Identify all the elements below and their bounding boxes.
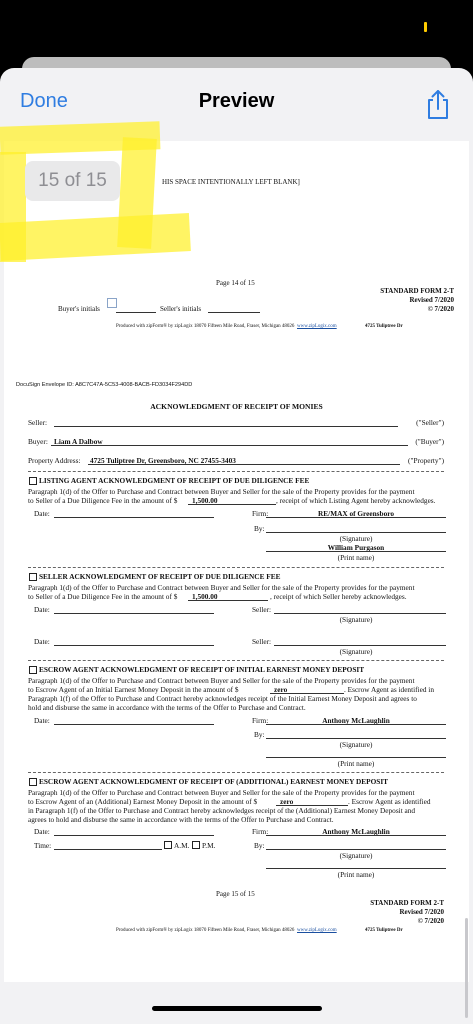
escrow-initial-firm-value: Anthony McLaughlin [322, 716, 390, 725]
form-name: STANDARD FORM 2-T [380, 287, 454, 295]
buyer-label: Buyer: [28, 437, 48, 446]
property-tag: ("Property") [408, 456, 444, 465]
property-label: Property Address: [28, 456, 81, 465]
form-copyright: © 7/2020 [427, 305, 454, 313]
escrow-initial-date-label: Date: [34, 716, 50, 725]
escrow-initial-amount: zero [274, 685, 288, 694]
listing-print-line [266, 551, 446, 552]
section-divider [28, 772, 444, 773]
done-button[interactable]: Done [20, 90, 68, 112]
section-divider [28, 660, 444, 661]
escrow-additional-heading: ESCROW AGENT ACKNOWLEDGMENT OF RECEIPT OF (ADDITIONAL) EARNEST MONEY DEPOSIT [39, 777, 389, 786]
buyer-value: Liam A Dalbow [54, 437, 103, 446]
escrow-additional-firm-line [266, 835, 446, 836]
escrow-additional-paragraph-4: agrees to hold and disburse the same in accordance with the terms of the Offer to Purchase and Contract. [28, 815, 334, 824]
listing-agent-paragraph-1: Paragraph 1(d) of the Offer to Purchase and Contract between Buyer and Seller for the sale of the Property provides for the payment [28, 487, 415, 496]
listing-signature-caption: (Signature) [339, 534, 373, 543]
escrow-initial-checkbox[interactable] [29, 666, 37, 674]
seller-dd-seller-label: Seller: [252, 605, 272, 614]
listing-date-line[interactable] [54, 517, 214, 518]
am-checkbox[interactable] [164, 841, 172, 849]
escrow-initial-heading: ESCROW AGENT ACKNOWLEDGMENT OF RECEIPT OF INITIAL EARNEST MONEY DEPOSIT [39, 665, 365, 674]
ziplogix-link[interactable]: www.zipLogix.com [297, 928, 337, 933]
amount-line [188, 600, 268, 601]
escrow-initial-paragraph-3: Paragraph 1(f) of the Offer to Purchase and Contract hereby acknowledges receipt of the Initial Earnest Money Deposit and agrees to [28, 694, 417, 703]
property-short: 4725 Tuliptree Dr [365, 324, 403, 329]
escrow-additional-date-line[interactable] [54, 835, 214, 836]
nav-title: Preview [198, 90, 275, 112]
page-number: Page 14 of 15 [216, 279, 255, 287]
listing-firm-value: RE/MAX of Greensboro [318, 509, 394, 518]
escrow-initial-date-line[interactable] [54, 724, 214, 725]
listing-agent-heading: LISTING AGENT ACKNOWLEDGMENT OF RECEIPT OF DUE DILIGENCE FEE [39, 476, 310, 485]
seller-dd-signature-line[interactable] [274, 613, 446, 614]
seller-label: Seller: [28, 418, 48, 427]
form-revised: Revised 7/2020 [399, 908, 444, 916]
seller-dd-signature-caption: (Signature) [339, 615, 373, 624]
pm-checkbox[interactable] [192, 841, 200, 849]
highlight-stroke [0, 152, 26, 262]
preview-sheet [0, 68, 473, 1024]
escrow-initial-paragraph-4: hold and disburse the same in accordance with the terms of the Offer to Purchase and Contract. [28, 703, 306, 712]
produced-by: Produced with zipForm® by zipLogix 18070 Fifteen Mile Road, Fraser, Michigan 48026 [116, 324, 295, 329]
seller-dd-checkbox[interactable] [29, 573, 37, 581]
listing-print-value: William Purgason [327, 543, 385, 552]
document-page-15 [4, 374, 469, 982]
buyer-tag: ("Buyer") [415, 437, 444, 446]
seller-dd-signature-caption-2: (Signature) [339, 647, 373, 656]
listing-firm-label: Firm: [252, 509, 269, 518]
escrow-initial-firm-line [266, 724, 446, 725]
seller-dd-paragraph-1: Paragraph 1(d) of the Offer to Purchase and Contract between Buyer and Seller for the sale of the Property provides for the payment [28, 583, 415, 592]
escrow-initial-print-line[interactable] [266, 757, 446, 758]
escrow-additional-date-label: Date: [34, 827, 50, 836]
seller-dd-paragraph-2b: , receipt of which Seller hereby acknowledges. [270, 592, 407, 601]
seller-dd-heading: SELLER ACKNOWLEDGMENT OF RECEIPT OF DUE DILIGENCE FEE [39, 572, 281, 581]
escrow-initial-paragraph-2a: to Escrow Agent of an Initial Earnest Money Deposit in the amount of $ [28, 685, 239, 694]
page-counter-badge: 15 of 15 [25, 161, 120, 201]
listing-agent-paragraph-2a: to Seller of a Due Diligence Fee in the amount of $ [28, 496, 178, 505]
seller-dd-paragraph-2a: to Seller of a Due Diligence Fee in the amount of $ [28, 592, 178, 601]
pm-label: P.M. [202, 841, 216, 850]
escrow-additional-firm-value: Anthony McLaughlin [322, 827, 390, 836]
share-icon[interactable] [424, 88, 452, 120]
blank-space-note: HIS SPACE INTENTIONALLY LEFT BLANK] [162, 178, 300, 186]
section-divider [28, 567, 444, 568]
form-copyright: © 7/2020 [417, 917, 444, 925]
am-label: A.M. [174, 841, 190, 850]
buyers-initials-label: Buyer's initials [58, 305, 100, 313]
escrow-additional-paragraph-1: Paragraph 1(d) of the Offer to Purchase and Contract between Buyer and Seller for the sale of the Property provides for the payment [28, 788, 415, 797]
sellers-initials-line [208, 312, 260, 313]
listing-by-label: By: [254, 524, 265, 533]
status-bar [0, 0, 473, 55]
seller-dd-date-line-2[interactable] [54, 645, 214, 646]
home-indicator[interactable] [152, 1006, 322, 1011]
listing-signature-line[interactable] [266, 532, 446, 533]
listing-agent-paragraph-2b: , receipt of which Listing Agent hereby acknowledges. [276, 496, 436, 505]
escrow-additional-paragraph-2a: to Escrow Agent of an (Additional) Earnest Money Deposit in the amount of $ [28, 797, 258, 806]
escrow-additional-firm-label: Firm: [252, 827, 269, 836]
escrow-additional-time-label: Time: [34, 841, 52, 850]
escrow-initial-signature-caption: (Signature) [339, 740, 373, 749]
seller-dd-signature-line-2[interactable] [274, 645, 446, 646]
escrow-additional-paragraph-3: in Paragraph 1(f) of the Offer to Purchase and Contract hereby acknowledges receipt of the (Additional) Earnest Money Deposit and [28, 806, 416, 815]
escrow-initial-paragraph-1: Paragraph 1(d) of the Offer to Purchase and Contract between Buyer and Seller for the sale of the Property provides for the payment [28, 676, 415, 685]
listing-agent-checkbox[interactable] [29, 477, 37, 485]
escrow-additional-signature-caption: (Signature) [339, 851, 373, 860]
buyer-line [51, 445, 408, 446]
listing-firm-line [266, 517, 446, 518]
property-short: 4725 Tuliptree Dr [365, 928, 403, 933]
seller-tag: ("Seller") [416, 418, 444, 427]
escrow-additional-print-line[interactable] [266, 868, 446, 869]
form-revised: Revised 7/2020 [409, 296, 454, 304]
escrow-initial-by-label: By: [254, 730, 265, 739]
seller-dd-date-line[interactable] [54, 613, 214, 614]
initials-stamp-icon [107, 298, 117, 308]
form-name: STANDARD FORM 2-T [370, 899, 444, 907]
escrow-initial-paragraph-2b: . Escrow Agent as identified in [344, 685, 434, 694]
escrow-additional-time-line[interactable] [54, 849, 162, 850]
amount-line [188, 504, 276, 505]
listing-print-caption: (Print name) [337, 553, 375, 562]
escrow-additional-by-label: By: [254, 841, 265, 850]
escrow-initial-print-caption: (Print name) [337, 759, 375, 768]
escrow-initial-firm-label: Firm: [252, 716, 269, 725]
property-value: 4725 Tuliptree Dr, Greensboro, NC 27455-3403 [90, 456, 236, 465]
section-divider [28, 471, 444, 472]
escrow-additional-amount: zero [280, 797, 294, 806]
page-number: Page 15 of 15 [216, 890, 255, 898]
listing-date-label: Date: [34, 509, 50, 518]
scroll-indicator[interactable] [465, 918, 468, 1018]
document-title: ACKNOWLEDGMENT OF RECEIPT OF MONIES [150, 402, 323, 411]
escrow-additional-checkbox[interactable] [29, 778, 37, 786]
property-line [88, 464, 400, 465]
sellers-initials-label: Seller's initials [160, 305, 202, 313]
escrow-initial-signature-line[interactable] [266, 738, 446, 739]
seller-dd-seller-label-2: Seller: [252, 637, 272, 646]
ziplogix-link[interactable]: www.zipLogix.com [297, 324, 337, 329]
escrow-additional-print-caption: (Print name) [337, 870, 375, 879]
escrow-additional-signature-line[interactable] [266, 849, 446, 850]
seller-dd-date-label: Date: [34, 605, 50, 614]
seller-dd-amount: 1,500.00 [192, 592, 218, 601]
listing-agent-amount: 1,500.00 [192, 496, 218, 505]
escrow-additional-paragraph-2b: . Escrow Agent as identified [348, 797, 431, 806]
buyers-initials-line [116, 312, 156, 313]
docusign-envelope-id: DocuSign Envelope ID: A8C7C47A-5C53-4008-BACB-FD3034F294DD [16, 382, 193, 388]
seller-line[interactable] [54, 426, 398, 427]
produced-by: Produced with zipForm® by zipLogix 18070 Fifteen Mile Road, Fraser, Michigan 48026 [116, 928, 295, 933]
orange-indicator-icon [424, 22, 427, 32]
seller-dd-date-label-2: Date: [34, 637, 50, 646]
